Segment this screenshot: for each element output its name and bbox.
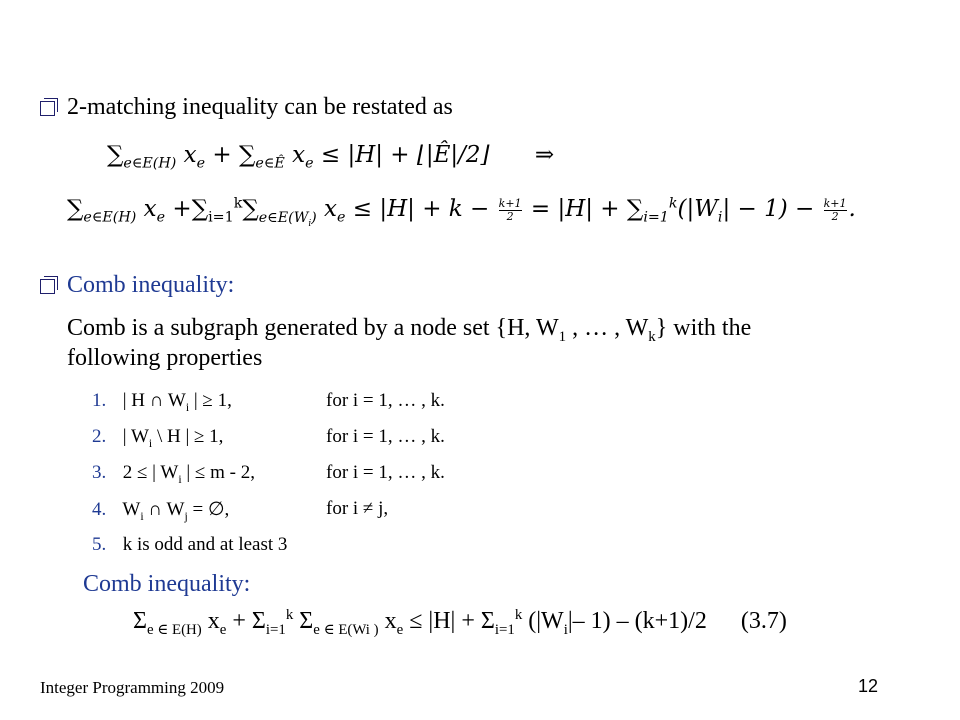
- list-number: 5.: [92, 534, 107, 555]
- checkbox-bullet-icon: [40, 101, 55, 116]
- bullet2-title: Comb inequality:: [67, 272, 235, 298]
- property-range: for i = 1, … , k.: [326, 390, 445, 411]
- bullet1-title: 2-matching inequality can be restated as: [67, 94, 453, 120]
- property-range: for i = 1, … , k.: [326, 426, 445, 447]
- footer-course-title: Integer Programming 2009: [40, 678, 225, 697]
- comb-inequality-formula: $\Sigma_{e \in E(H)}$ $x_e + \Sigma_{i=1}^k$ $\Sigma_{e \in E(Wi )}$ $x_e \le |H| + \Sigma_{i=1}^k$ ($|W_i|-$ 1) – (k+1)/2 (3.7): [133, 607, 787, 638]
- property-5: 5. k is odd and at least 3: [92, 534, 288, 555]
- formula-restated-1: $\sum_{e\in E(H)}$ $x_e + \sum_{e\in Ê}$ $x_e \le |H|$ + ⌊|Ê|/2⌋ ⇒: [107, 142, 555, 172]
- equation-number: (3.7): [740, 608, 787, 634]
- list-number: 1.: [92, 390, 107, 411]
- checkbox-bullet-icon: [40, 279, 55, 294]
- property-range: for i = 1, … , k.: [326, 462, 445, 483]
- list-number: 3.: [92, 462, 107, 483]
- comb-def-tail: with the: [673, 315, 752, 341]
- property-range: for i ≠ j,: [326, 498, 389, 519]
- formula-restated-2: $\sum_{e\in E(H)}$ $x_e +\sum_{i=1}^k\sum_{e\in E(W_i)}$ $x_e \le |H| + k$ − $\frac{k+1}{2}$ = $|H| + \sum_{i=1}^k(|W_i| - 1)$ − $\frac{k+1}{2}$ .: [67, 195, 856, 229]
- list-number: 4.: [92, 499, 107, 520]
- property-3: 3. 2 ≤ | $W_i$ | ≤ m - 2, for i = 1, … , k.: [92, 462, 445, 486]
- comb-definition-line2: following properties: [67, 345, 263, 371]
- comb-def-text: Comb is a subgraph generated by a node set {H, W: [67, 315, 559, 341]
- comb-inequality-label: Comb inequality:: [83, 571, 251, 597]
- property-4: 4. $W_i$ ∩ $W_j$ = ∅, for i ≠ j,: [92, 498, 389, 523]
- list-number: 2.: [92, 426, 107, 447]
- page-number: 12: [858, 676, 879, 696]
- property-2: 2. | $W_i$ \ H | ≥ 1, for i = 1, … , k.: [92, 426, 445, 450]
- property-1: 1. | H ∩ $W_i$ | ≥ 1, for i = 1, … , k.: [92, 390, 445, 414]
- comb-definition-line1: Comb is a subgraph generated by a node set {H, $W_1$ , … , $W_k$} with the: [67, 315, 752, 345]
